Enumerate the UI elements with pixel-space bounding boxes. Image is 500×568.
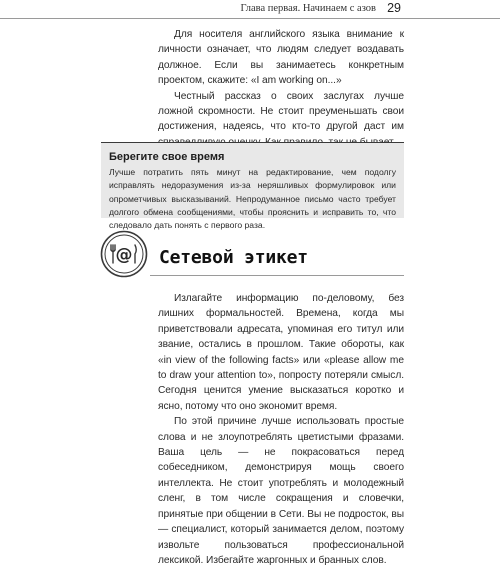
running-head [0,0,500,19]
section-title: Сетевой этикет [159,247,308,268]
paragraph: Излагайте информацию по-деловому, без лишних формальностей. Времена, когда мы приветствовали адресата, упоминая его титул или звание, остались в прошлом. Такие обороты, как «in view of the following facts» или «please allow me to draw your attention to», попросту потеряли смысл. Сегодня ценится умение высказаться коротко и ясно, потому что оно экономит время. [158,293,404,412]
tip-callout-box [101,142,404,231]
paragraph: Честный рассказ о своих заслугах лучше ложной скромности. Не стоит преуменьшать свои достижения, надеясь, что кто-то другой даст им [158,90,404,133]
body-text-block [158,291,404,568]
top-text-block [158,27,404,150]
section-divider [150,275,404,276]
svg-text:@: @ [115,245,133,265]
running-head-title: Глава первая. Начинаем с азов [240,3,376,14]
paragraph: Для носителя английского языка внимание к личности означает, что людям следует воздавать должное. Если вы занимаетесь конкретным проектом, скажите: «I am working on...» [158,29,404,87]
callout-text: Лучше потратить пять минут на редактирование, чем подолгу исправлять недоразумения из-за неряшливых формулировок или опрометчивых высказываний. Непродуманное письмо часто требует долгого обмена сообщениями, чтобы прояснить и исправить то, что следовало дать понять с первого раза. [109,167,396,231]
callout-title: Берегите свое время [109,151,225,163]
paragraph: По этой причине лучше использовать простые слова и не злоупотреблять цветистыми фразами. Ваша цель — не покрасоваться перед собеседником, демонстрируя мощь своего интеллекта. Не стоит употреблять и молодежный сленг, в том числе сокращения и словечки, принятые при общении в Сети. Вы не подросток, вы — специалист, который занимается делом, поэтому извольте пользоваться профессиональной лексикой. Избегайте жаргонных и бранных слов. [158,416,404,566]
page-number: 29 [387,1,401,15]
netiquette-at-sign-icon [100,230,148,278]
